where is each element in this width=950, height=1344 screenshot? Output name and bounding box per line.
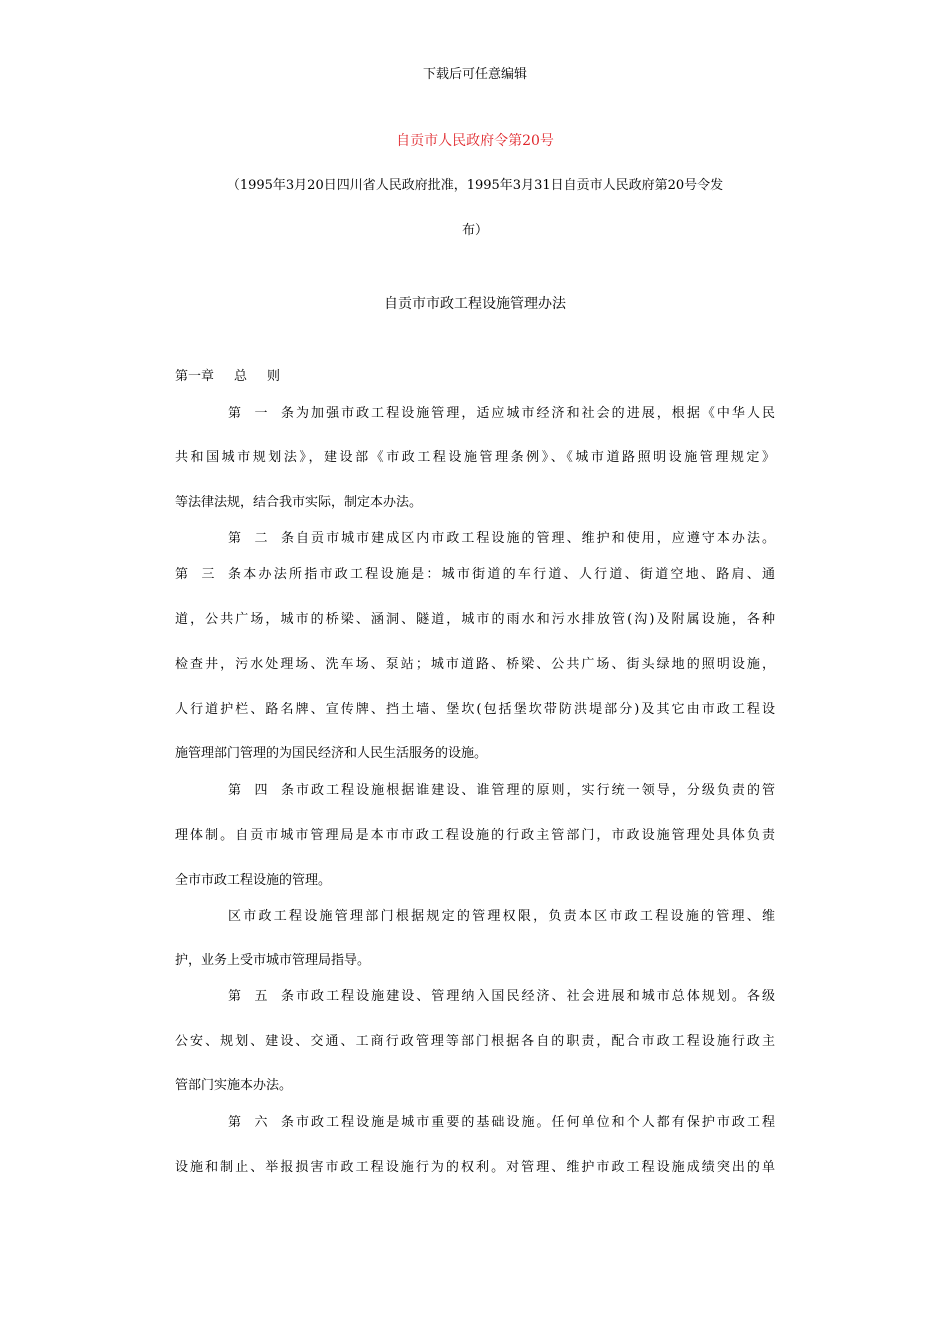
- article-6-line-2: 设施和制止、举报损害市政工程设施行为的权利。对管理、维护市政工程设施成绩突出的单: [175, 1160, 775, 1175]
- article-2-line-1: [228, 531, 775, 547]
- article-1-text-1: 为加强市政工程设施管理，适应城市经济和社会的进展，根据《中华人民: [294, 406, 775, 421]
- article-6-text-1: 市政工程设施是城市重要的基础设施。任何单位和个人都有保护市政工程: [294, 1115, 775, 1130]
- approval-line-2: 布）: [461, 223, 488, 238]
- article-3-line-1: [175, 567, 775, 583]
- article-1-line-1: [228, 406, 775, 422]
- article-4-label: 第四条: [228, 783, 294, 798]
- article-4-line-2: 理体制。自贡市城市管理局是本市市政工程设施的行政主管部门，市政设施管理处具体负责: [175, 828, 775, 843]
- approval-line-1: （1995年3月20日四川省人民政府批准，1995年3月31日自贡市人民政府第20号令发: [226, 178, 724, 193]
- article-4-para-2-line-2: 护，业务上受市城市管理局指导。: [175, 953, 371, 968]
- chapter-word-2: 则: [267, 369, 281, 384]
- chapter-word-1: 总: [234, 369, 248, 384]
- article-2-label: 第二条: [228, 531, 294, 546]
- article-5-line-1: [228, 989, 775, 1005]
- article-5-line-3: 管部门实施本办法。: [175, 1078, 293, 1093]
- article-4-text-1: 市政工程设施根据谁建设、谁管理的原则，实行统一领导，分级负责的管: [294, 783, 775, 798]
- article-2-text-1: 自贡市城市建成区内市政工程设施的管理、维护和使用，应遵守本办法。: [294, 531, 775, 546]
- article-5-label: 第五条: [228, 989, 294, 1004]
- article-4-line-3: 全市市政工程设施的管理。: [175, 873, 332, 888]
- article-3-line-2: 道，公共广场，城市的桥梁、涵洞、隧道，城市的雨水和污水排放管(沟)及附属设施，各种: [175, 612, 775, 627]
- article-6-line-1: [228, 1115, 775, 1131]
- article-3-line-4: 人行道护栏、路名牌、宣传牌、挡土墙、堡坎(包括堡坎带防洪堤部分)及其它由市政工程设: [175, 702, 775, 717]
- article-1-label: 第一条: [228, 406, 294, 421]
- decree-title: 自贡市人民政府令第20号: [396, 133, 554, 149]
- article-1-line-3: 等法律法规，结合我市实际，制定本办法。: [175, 495, 423, 510]
- article-4-line-1: [228, 783, 775, 799]
- chapter-label: 第一章: [175, 369, 215, 384]
- article-5-line-2: 公安、规划、建设、交通、工商行政管理等部门根据各自的职责，配合市政工程设施行政主: [175, 1034, 775, 1049]
- article-3-line-5: 施管理部门管理的为国民经济和人民生活服务的设施。: [175, 746, 488, 761]
- article-3-text-1: 本办法所指市政工程设施是：城市街道的车行道、人行道、街道空地、路肩、通: [241, 567, 775, 582]
- article-6-label: 第六条: [228, 1115, 294, 1130]
- document-title: 自贡市市政工程设施管理办法: [384, 296, 566, 312]
- header-note: 下载后可任意编辑: [422, 67, 527, 82]
- article-3-label: 第三条: [175, 567, 241, 582]
- article-3-line-3: 检查井，污水处理场、洗车场、泵站；城市道路、桥梁、公共广场、街头绿地的照明设施，: [175, 657, 775, 672]
- chapter-heading: [175, 369, 280, 385]
- article-4-para-2-line-1: 区市政工程设施管理部门根据规定的管理权限，负责本区市政工程设施的管理、维: [228, 909, 775, 924]
- article-1-line-2: 共和国城市规划法》，建设部《市政工程设施管理条例》、《城市道路照明设施管理规定》: [175, 450, 775, 465]
- article-5-text-1: 市政工程设施建设、管理纳入国民经济、社会进展和城市总体规划。各级: [294, 989, 775, 1004]
